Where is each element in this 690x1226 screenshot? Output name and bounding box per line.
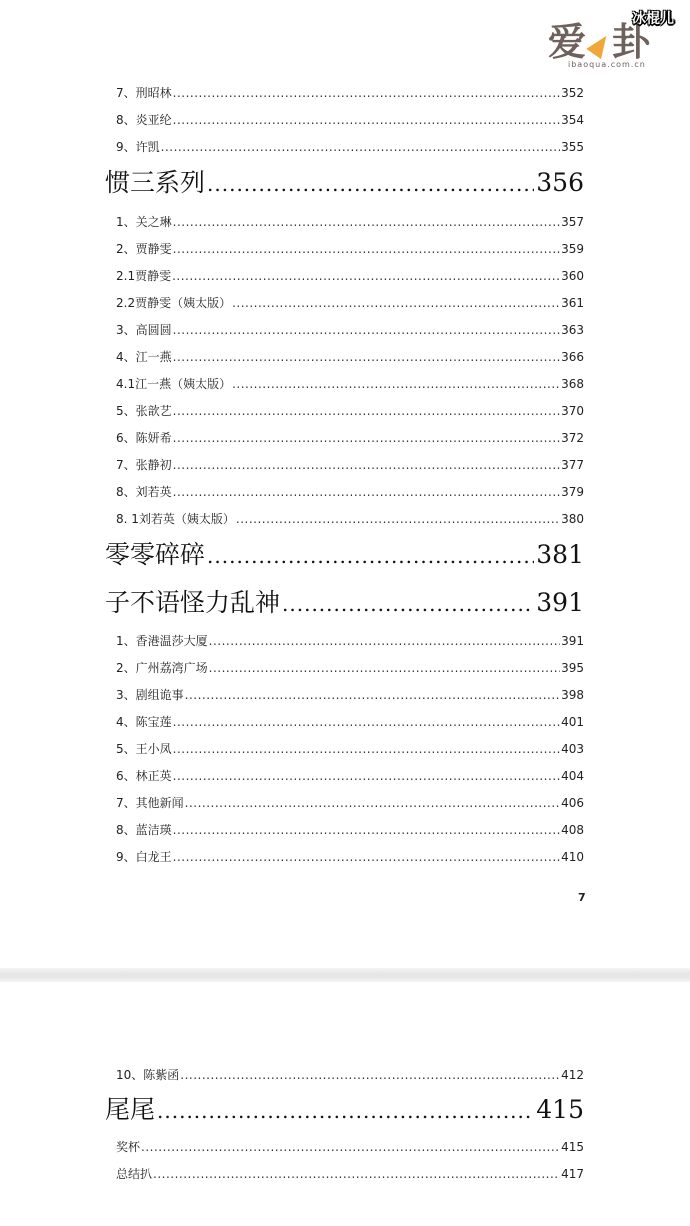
toc-entry[interactable]: [116, 484, 584, 500]
toc-entry-page: 406: [561, 796, 584, 810]
dot-leader: [236, 511, 560, 527]
toc-section-heading[interactable]: [105, 1095, 584, 1126]
toc-entry-label: 3、高圆圆: [116, 323, 172, 337]
toc-entry[interactable]: [116, 295, 584, 311]
dot-leader: [209, 660, 560, 676]
section-page: 415: [536, 1095, 584, 1124]
toc-entry-label: 2、广州荔湾广场: [116, 661, 208, 675]
toc-entry-page: 360: [561, 269, 584, 283]
toc-entry-page: 379: [561, 485, 584, 499]
dot-leader: [232, 295, 560, 311]
watermark-logo: [548, 6, 688, 70]
toc-entry[interactable]: [116, 511, 584, 527]
dot-leader: [185, 687, 560, 703]
section-page: 356: [536, 168, 584, 197]
toc-entry-label: 5、张歆艺: [116, 404, 172, 418]
toc-entry-page: 361: [561, 296, 584, 310]
dot-leader: [173, 85, 560, 101]
toc-entry-page: 380: [561, 512, 584, 526]
toc-entry-page: 363: [561, 323, 584, 337]
toc-entry[interactable]: [116, 849, 584, 865]
brand-name: [548, 22, 652, 62]
document-page-8: [0, 982, 690, 1226]
toc-entry-page: 412: [561, 1068, 584, 1082]
dot-leader: [180, 1067, 560, 1083]
toc-entry-label: 8. 1刘若英（姨太版）: [116, 512, 235, 526]
toc-entry-label: 7、张静初: [116, 458, 172, 472]
dot-leader: [173, 768, 560, 784]
toc-entry[interactable]: [116, 822, 584, 838]
section-title: 尾尾: [105, 1095, 156, 1124]
dot-leader: [173, 214, 560, 230]
dot-leader: [173, 741, 560, 757]
toc-entry[interactable]: [116, 795, 584, 811]
toc-entry-page: 398: [561, 688, 584, 702]
dot-leader: [173, 849, 560, 865]
toc-entry[interactable]: [116, 322, 584, 338]
toc-entry-page: 417: [561, 1167, 584, 1181]
dot-leader: [173, 322, 560, 338]
dot-leader: [209, 633, 560, 649]
toc-entry-label: 10、陈紫函: [116, 1068, 180, 1082]
section-title: 惯三系列: [105, 168, 206, 197]
toc-entry[interactable]: [116, 85, 584, 101]
toc-entry-page: 408: [561, 823, 584, 837]
page-number: 7: [578, 891, 586, 904]
section-page: 391: [536, 588, 584, 617]
dot-leader: [207, 169, 534, 199]
toc-entry-label: 2、贾静雯: [116, 242, 172, 256]
dot-leader: [232, 376, 560, 392]
toc-entry-label: 4、陈宝莲: [116, 715, 172, 729]
toc-entry-page: 395: [561, 661, 584, 675]
dot-leader: [282, 589, 534, 619]
toc-entry-page: 357: [561, 215, 584, 229]
toc-entry-label: 7、其他新闻: [116, 796, 184, 810]
megaphone-icon: [586, 30, 613, 58]
toc-entry[interactable]: [116, 1067, 584, 1083]
toc-entry[interactable]: [116, 633, 584, 649]
section-title: 子不语怪力乱神: [105, 588, 281, 617]
brand-domain: ibaoqua.com.cn: [568, 60, 646, 69]
toc-entry-label: 总结扒: [116, 1167, 153, 1181]
dot-leader: [173, 484, 560, 500]
toc-entry-page: 355: [561, 140, 584, 154]
toc-entry-page: 354: [561, 113, 584, 127]
dot-leader: [173, 457, 560, 473]
toc-entry-page: 415: [561, 1140, 584, 1154]
toc-entry[interactable]: [116, 241, 584, 257]
page-separator: [0, 968, 690, 982]
toc-entry-label: 6、林正英: [116, 769, 172, 783]
toc-entry[interactable]: [116, 768, 584, 784]
toc-entry[interactable]: [116, 112, 584, 128]
toc-entry-label: 奖杯: [116, 1140, 141, 1154]
toc-entry[interactable]: [116, 430, 584, 446]
toc-entry[interactable]: [116, 214, 584, 230]
toc-entry[interactable]: [116, 660, 584, 676]
toc-entry-label: 3、剧组诡事: [116, 688, 184, 702]
dot-leader: [157, 1096, 534, 1126]
toc-entry-page: 370: [561, 404, 584, 418]
toc-entry-page: 377: [561, 458, 584, 472]
toc-entry[interactable]: [116, 139, 584, 155]
toc-entry[interactable]: [116, 1166, 584, 1182]
toc-entry-label: 6、陈妍希: [116, 431, 172, 445]
toc-entry[interactable]: [116, 741, 584, 757]
dot-leader: [173, 403, 560, 419]
toc-entry-label: 2.2贾静雯（姨太版）: [116, 296, 232, 310]
toc-entry[interactable]: [116, 457, 584, 473]
toc-entry[interactable]: [116, 403, 584, 419]
toc-entry-label: 9、白龙王: [116, 850, 172, 864]
dot-leader: [172, 268, 560, 284]
dot-leader: [173, 430, 560, 446]
toc-entry-label: 1、香港温莎大厦: [116, 634, 208, 648]
toc-entry-page: 410: [561, 850, 584, 864]
toc-entry-label: 8、炎亚纶: [116, 113, 172, 127]
toc-entry-page: 391: [561, 634, 584, 648]
dot-leader: [153, 1166, 560, 1182]
section-title: 零零碎碎: [105, 540, 206, 569]
toc-entry[interactable]: [116, 714, 584, 730]
toc-entry-label: 8、刘若英: [116, 485, 172, 499]
dot-leader: [185, 795, 560, 811]
toc-entry-label: 5、王小凤: [116, 742, 172, 756]
toc-entry-page: 352: [561, 86, 584, 100]
toc-section-heading[interactable]: [105, 588, 584, 619]
dot-leader: [161, 139, 560, 155]
dot-leader: [173, 714, 560, 730]
toc-section-heading[interactable]: [105, 540, 584, 571]
brand-char-bagua: 卦: [612, 20, 653, 64]
toc-section-heading[interactable]: [105, 168, 584, 199]
toc-entry-page: 403: [561, 742, 584, 756]
toc-entry-label: 4、江一燕: [116, 350, 172, 364]
uploader-badge: 冰棍儿: [632, 11, 674, 27]
toc-entry-label: 9、许凯: [116, 140, 160, 154]
toc-entry-page: 372: [561, 431, 584, 445]
dot-leader: [173, 241, 560, 257]
toc-entry-label: 4.1江一燕（姨太版）: [116, 377, 232, 391]
section-page: 381: [536, 540, 584, 569]
toc-entry-label: 1、关之琳: [116, 215, 172, 229]
dot-leader: [141, 1139, 560, 1155]
toc-entry-page: 359: [561, 242, 584, 256]
brand-char-ai: 爱: [548, 20, 589, 64]
toc-entry-label: 2.1贾静雯: [116, 269, 172, 283]
toc-entry-label: 8、蓝洁瑛: [116, 823, 172, 837]
toc-entry-page: 401: [561, 715, 584, 729]
toc-entry-page: 368: [561, 377, 584, 391]
toc-entry[interactable]: [116, 1139, 584, 1155]
dot-leader: [173, 112, 560, 128]
toc-entry[interactable]: [116, 268, 584, 284]
toc-entry-page: 404: [561, 769, 584, 783]
toc-entry[interactable]: [116, 349, 584, 365]
toc-entry[interactable]: [116, 687, 584, 703]
dot-leader: [173, 349, 560, 365]
toc-entry[interactable]: [116, 376, 584, 392]
toc-entry-page: 366: [561, 350, 584, 364]
toc-entry-label: 7、刑昭林: [116, 86, 172, 100]
dot-leader: [207, 541, 534, 571]
dot-leader: [173, 822, 560, 838]
